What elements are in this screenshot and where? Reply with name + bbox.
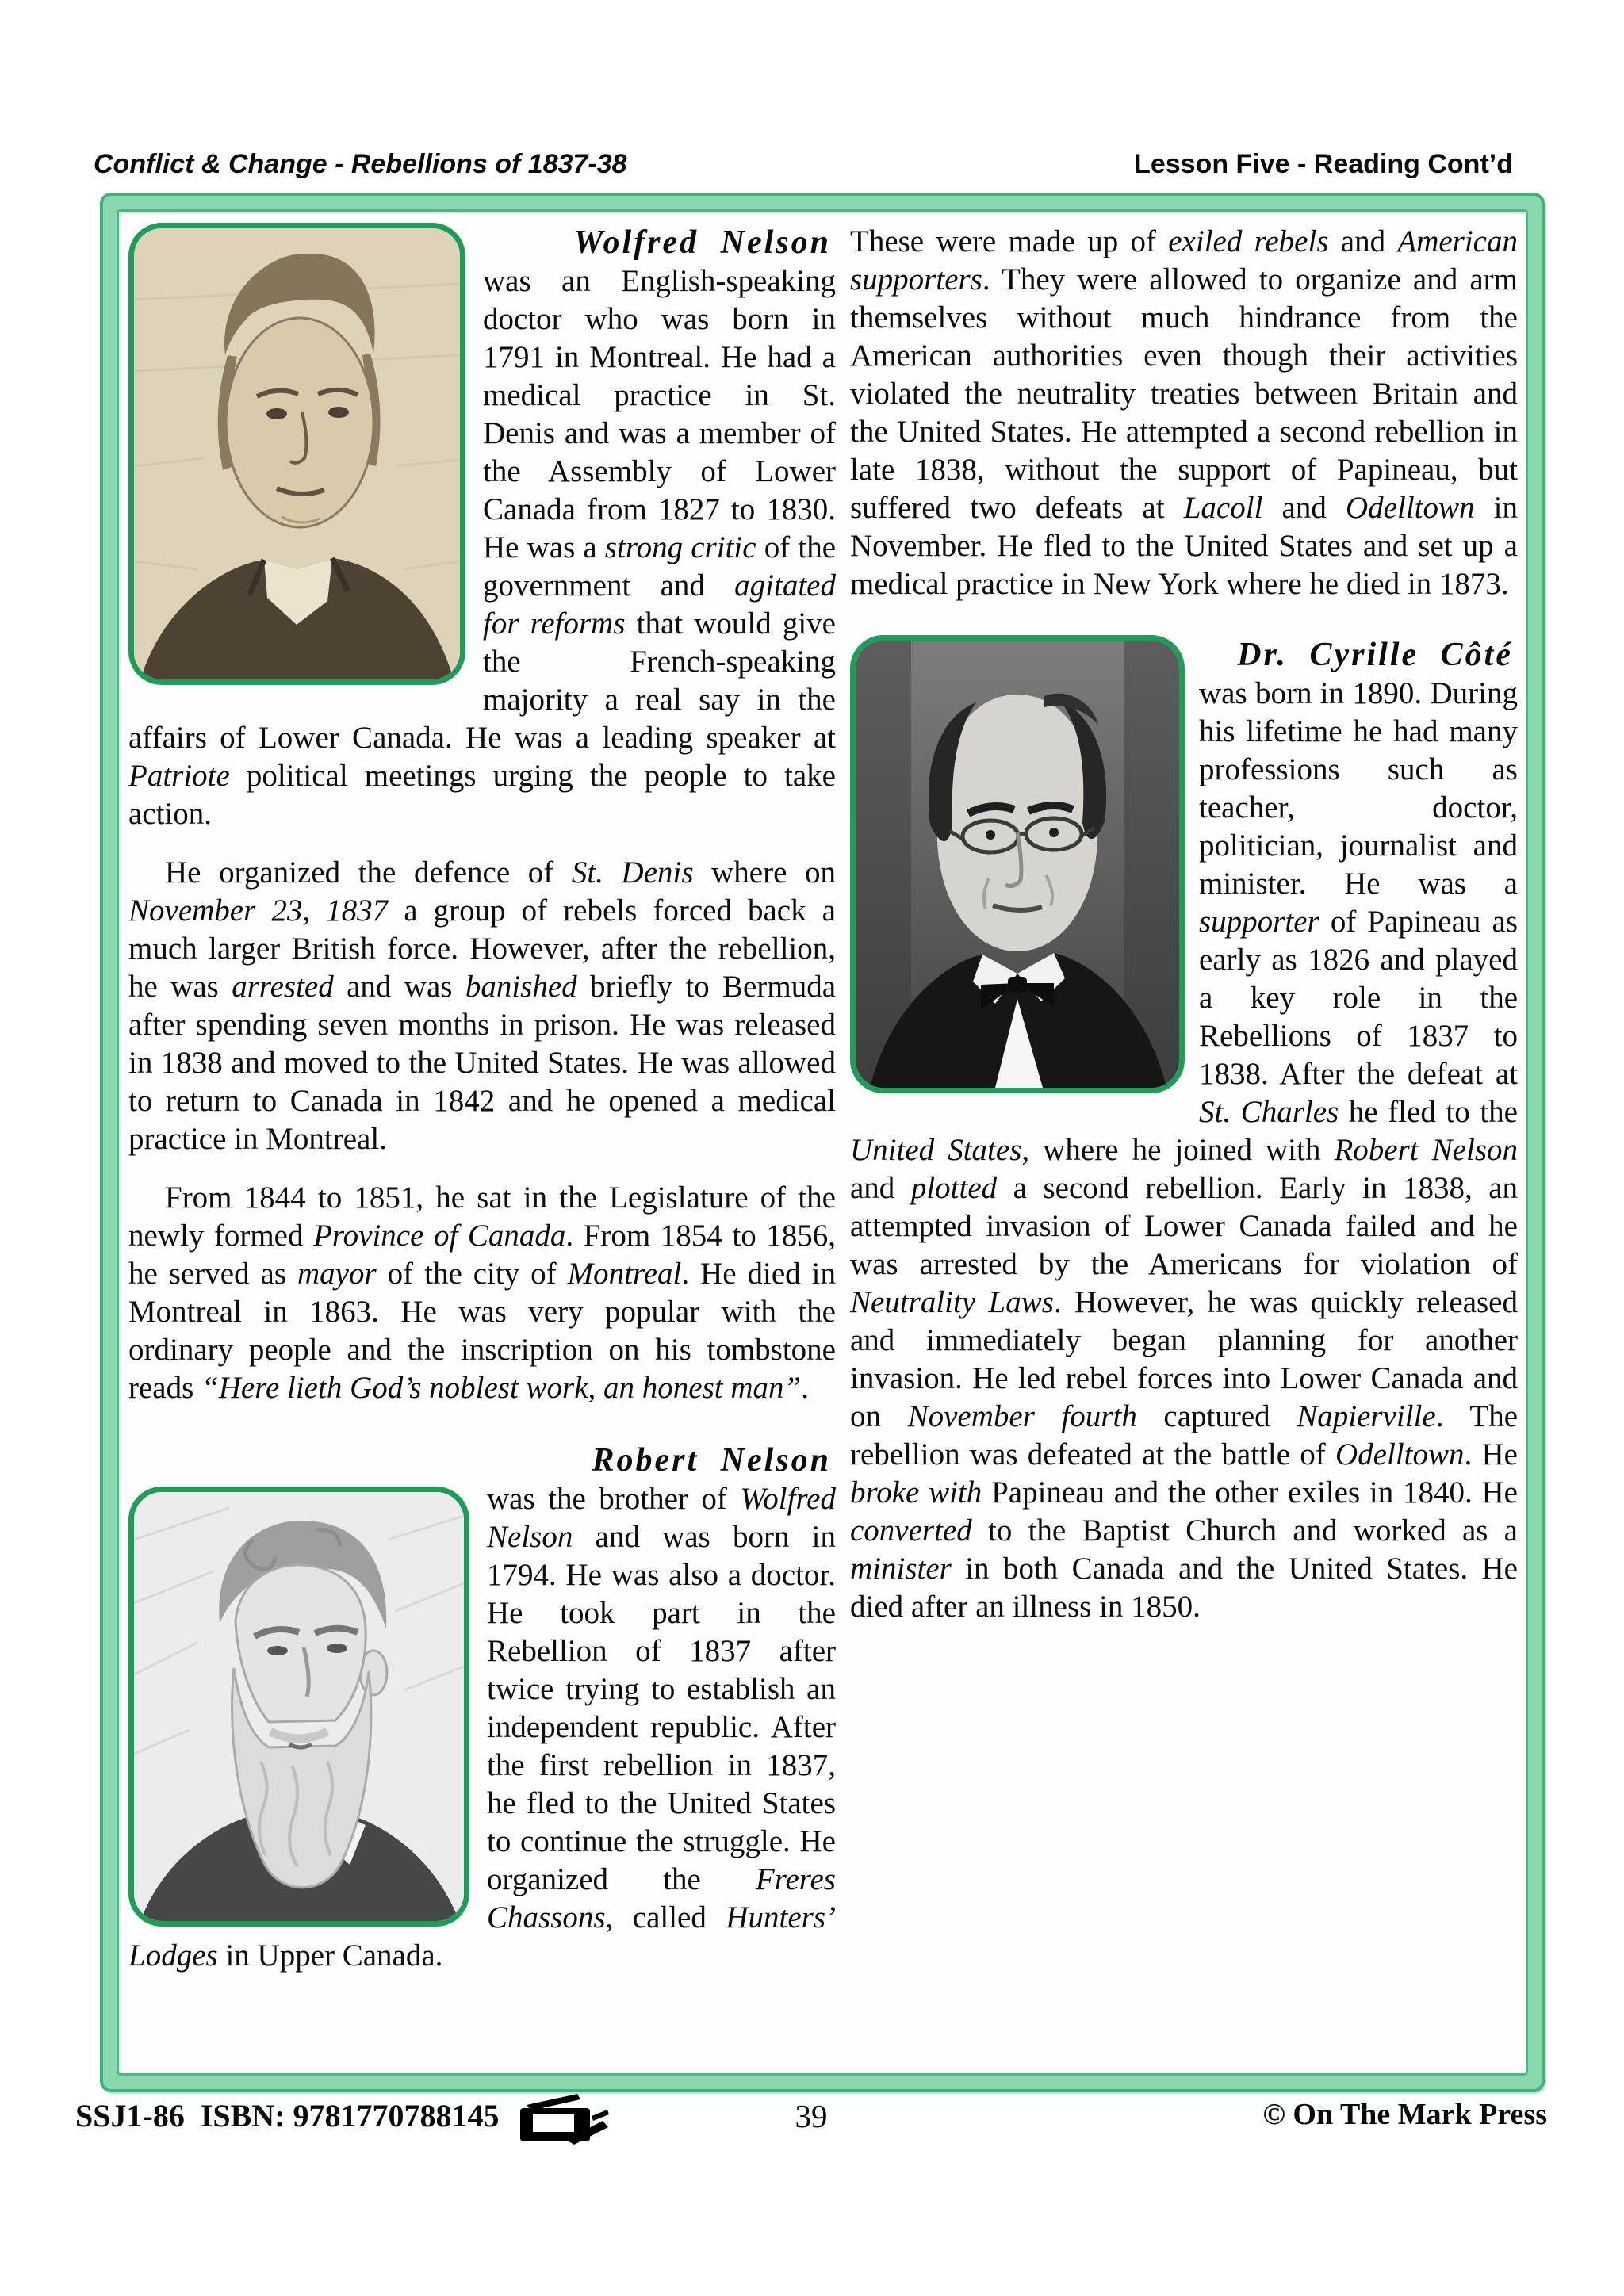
wolfred-nelson-engraving bbox=[134, 228, 460, 679]
robert-nelson-section bbox=[128, 1441, 836, 1975]
left-column bbox=[128, 223, 836, 2073]
cyrille-cote-photo bbox=[856, 641, 1179, 1088]
robert-heading: Robert Nelson bbox=[592, 1442, 831, 1479]
cote-paragraph-1: was born in 1890. During his lifetime he had many professions such as teacher, doctor, politician, journalist and minister. He was a supporter of Papineau as early as 1826 and played a key role in the Rebellions of 1837 to 1838. After the defeat at St. Charles he fled to the United States, where he joined with Robert Nelson and plotted a second rebellion. Early in 1838, an attempted invasion of Lower Canada failed and he was arrested by the Americans for violation of Neutrality Laws. However, he was quickly released and immediately began planning for another invasion. He led rebel forces into Lower Canada and on November fourth captured Napierville. The rebellion was defeated at the battle of Odelltown. He broke with Papineau and the other exiles in 1840. He converted to the Baptist Church and worked as a minister in both Canada and the United States. He died after an illness in 1850. bbox=[850, 676, 1519, 1624]
printer-icon bbox=[520, 2091, 611, 2152]
cyrille-cote-section bbox=[850, 635, 1518, 1626]
book-title: Conflict & Change - Rebellions of 1837-38 bbox=[94, 149, 627, 179]
wolfred-nelson-section bbox=[128, 223, 836, 1407]
right-top-paragraph: These were made up of exiled rebels and American supporters. They were allowed to organize and arm themselves without much hindrance from the American authorities even though their activities violated the neutrality treaties between Britain and the United States. He attempted a second rebellion in late 1838, without the support of Papineau, but suffered two defeats at Lacoll and Odelltown in November. He fled to the United States and set up a medical practice in New York where he died in 1873. bbox=[850, 224, 1518, 601]
copyright: © On The Mark Press bbox=[1262, 2098, 1547, 2131]
page-content bbox=[119, 212, 1526, 2073]
page-frame bbox=[100, 193, 1545, 2092]
cyrille-cote-portrait bbox=[850, 635, 1185, 1093]
page-footer bbox=[75, 2097, 1547, 2152]
robert-paragraph-1: was the brother of Wolfred Nelson and was born in 1794. He was also a doctor. He took part in the Rebellion of 1837 after twice trying to establish an independent republic. After the first rebellion in 1837, he fled to the United States to continue the struggle. He organized the Freres Chassons, called Hunters’ Lodges in Upper Canada. bbox=[128, 1482, 836, 1973]
product-code: SSJ1-86 bbox=[75, 2098, 185, 2133]
wolfred-paragraph-1: was an English-speaking doctor who was born in 1791 in Montreal. He had a medical practice in St. Denis and was a member of the Assembly of Lower Canada from 1827 to 1830. He was a strong critic of the government and agitated for reforms that would give the French-speaking majority a real say in the affairs of Lower Canada. He was a leading speaker at Patriote political meetings urging the people to take action. bbox=[128, 264, 837, 831]
page-frame-inner bbox=[117, 209, 1528, 2076]
page-number: 39 bbox=[795, 2098, 828, 2134]
robert-nelson-engraving bbox=[134, 1492, 464, 1921]
robert-nelson-portrait bbox=[128, 1487, 469, 1927]
wolfred-paragraph-2: He organized the defence of St. Denis where on November 23, 1837 a group of rebels forced back a much larger British force. However, after the rebellion, he was arrested and was banished briefly to Bermuda after spending seven months in prison. He was released in 1838 and moved to the United States. He was allowed to return to Canada in 1842 and he opened a medical practice in Montreal. bbox=[128, 855, 837, 1156]
isbn: ISBN: 9781770788145 bbox=[200, 2098, 500, 2133]
product-code-isbn bbox=[75, 2097, 500, 2134]
lesson-title: Lesson Five - Reading Cont’d bbox=[1134, 149, 1513, 179]
wolfred-heading: Wolfred Nelson bbox=[573, 224, 831, 261]
running-header bbox=[94, 149, 1513, 180]
right-column bbox=[850, 223, 1518, 2073]
cote-heading: Dr. Cyrille Côté bbox=[1237, 637, 1513, 673]
wolfred-paragraph-3: From 1844 to 1851, he sat in the Legislature of the newly formed Province of Canada. From 1854 to 1856, he served as mayor of the city of Montreal. He died in Montreal in 1863. He was very popular with the ordinary people and the inscription on his tombstone reads “Here lieth God’s noblest work, an honest man”. bbox=[128, 1181, 837, 1405]
wolfred-nelson-portrait bbox=[128, 223, 465, 685]
